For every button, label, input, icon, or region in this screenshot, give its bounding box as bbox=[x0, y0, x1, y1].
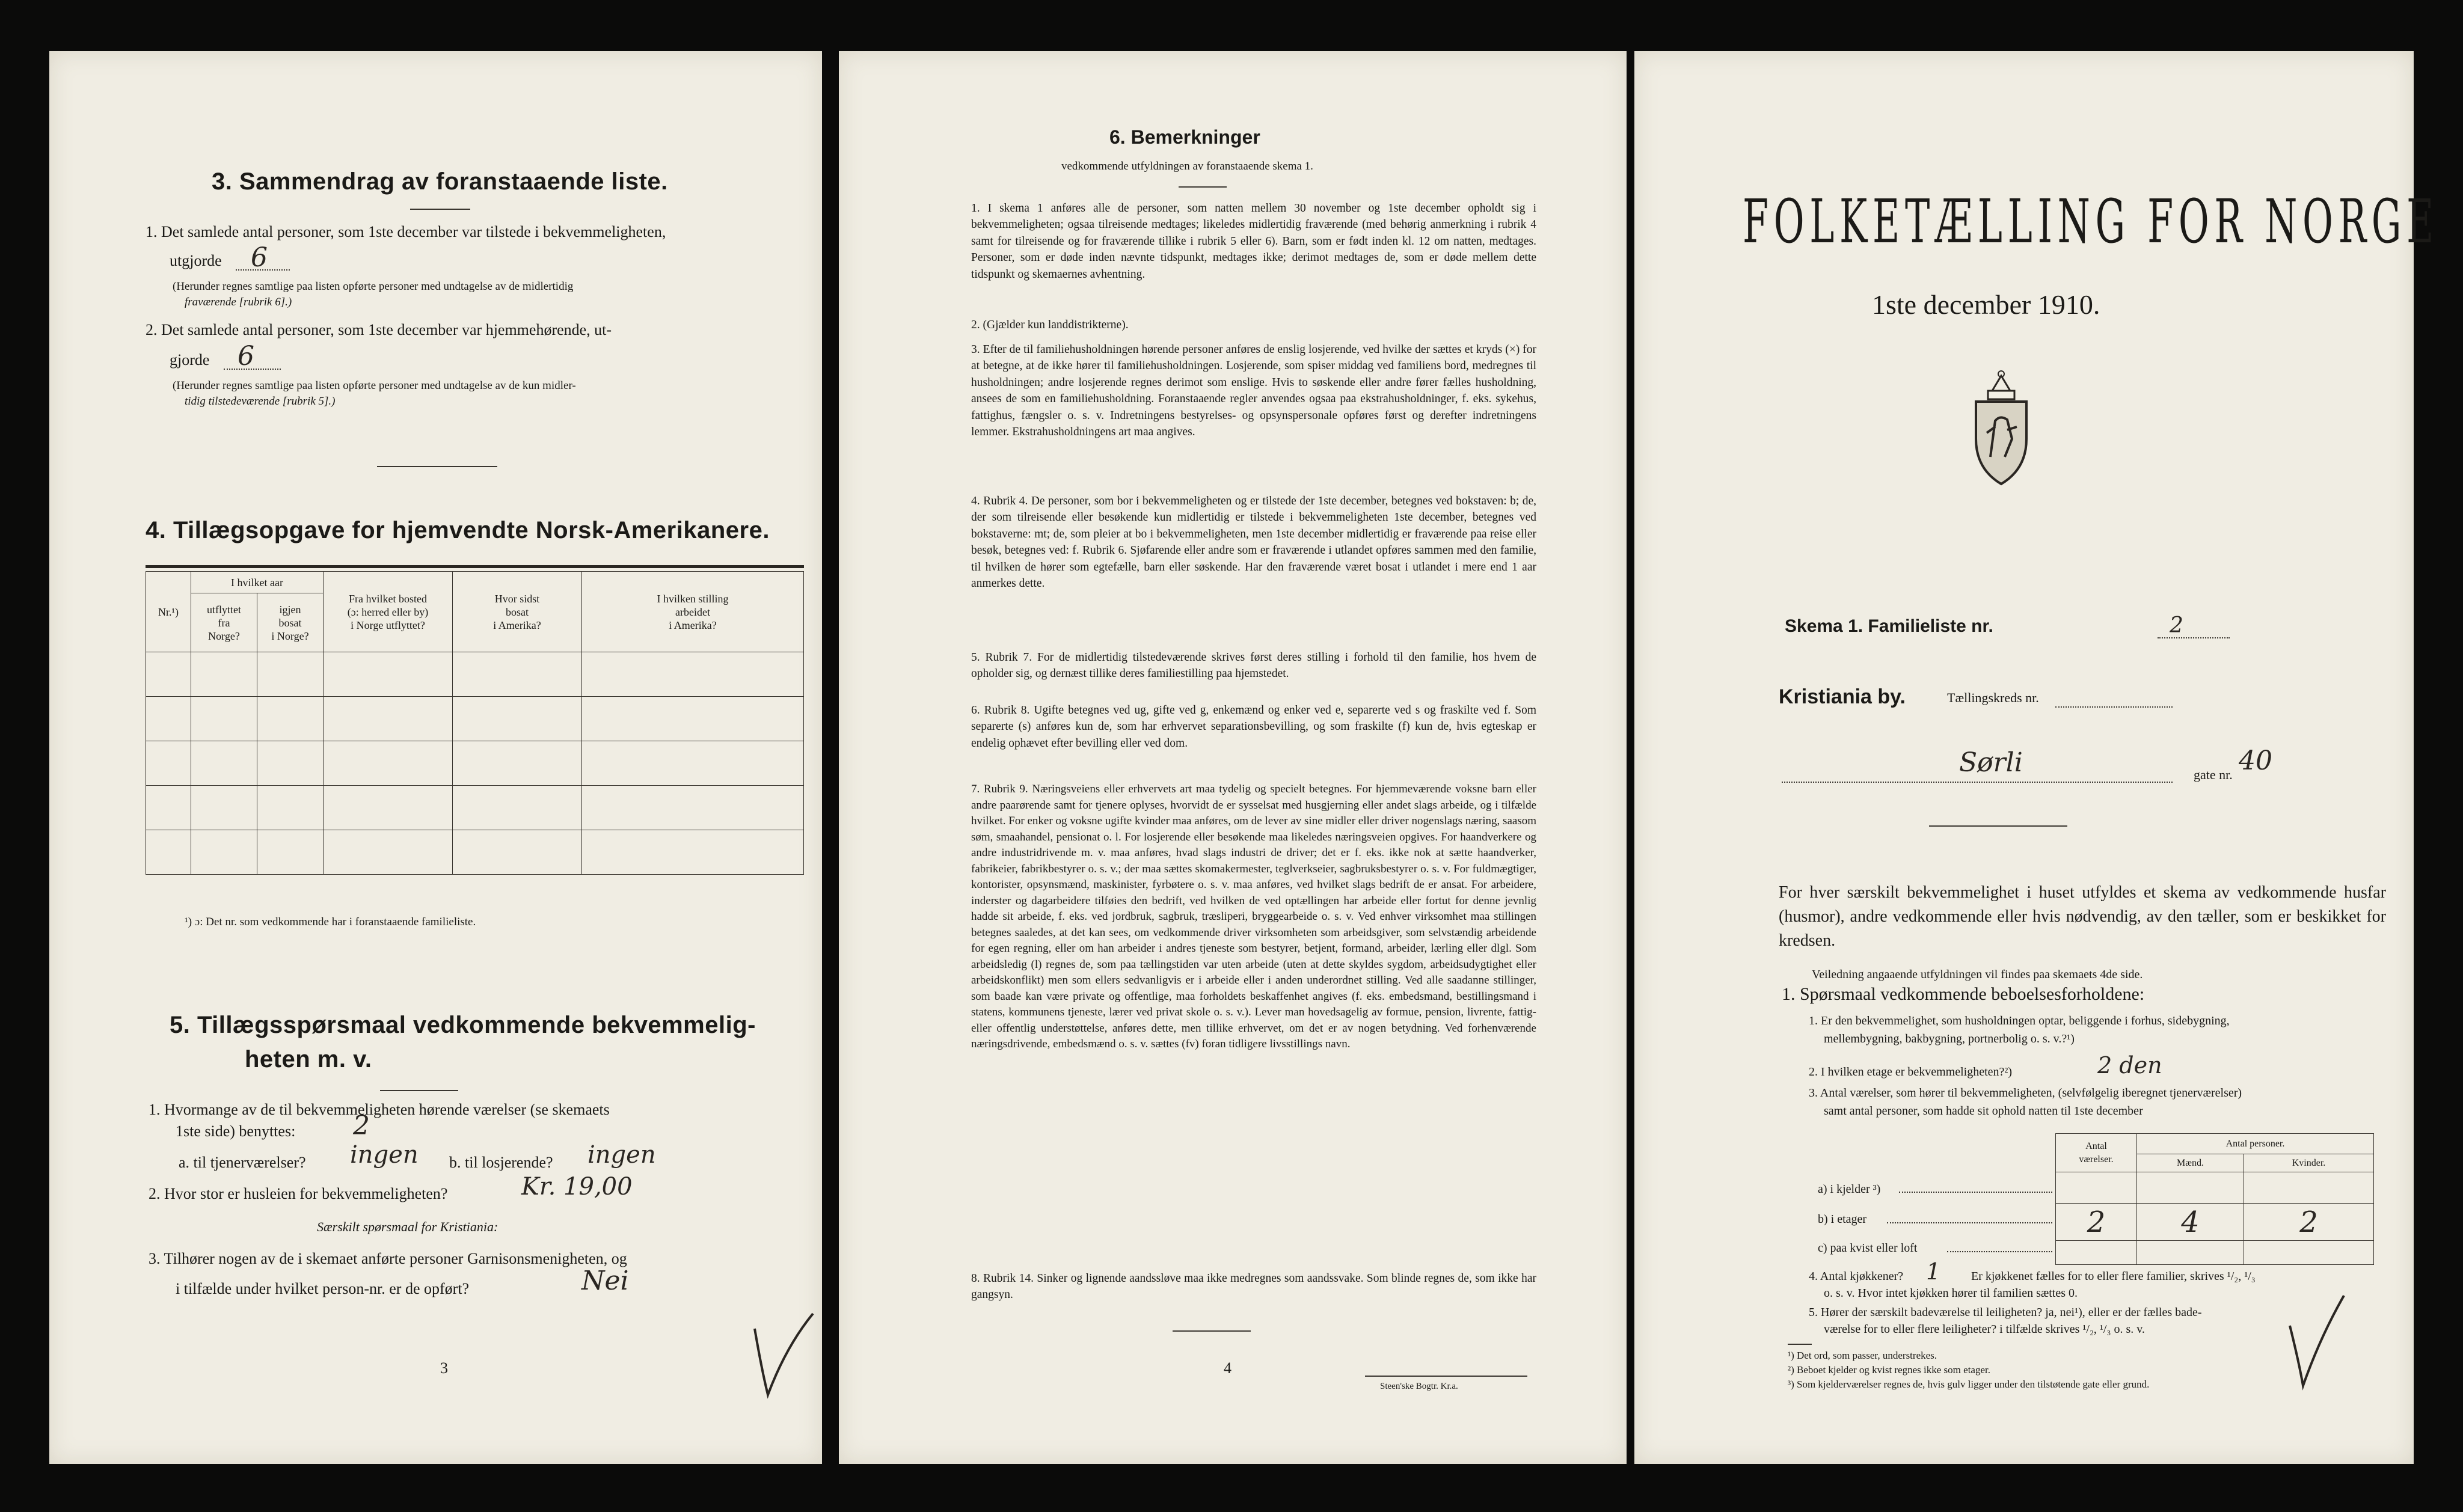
fill-line bbox=[1899, 1192, 2052, 1193]
page-number: 3 bbox=[440, 1359, 448, 1377]
col-rooms: Antal værelser. bbox=[2056, 1134, 2137, 1172]
col-back: igjen bosat i Norge? bbox=[257, 593, 324, 652]
sec5-q1b-label: b. til losjerende? bbox=[449, 1154, 553, 1171]
sec3-item1-text: 1. Det samlede antal personer, som 1ste december var tilstede i bekvemmeligheten, bbox=[146, 223, 666, 240]
divider bbox=[1179, 186, 1227, 188]
printer-credit: Steen'ske Bogtr. Kr.a. bbox=[1380, 1382, 1458, 1391]
section-4-title: 4. Tillægsopgave for hjemvendte Norsk-Amerikanere. bbox=[146, 517, 770, 543]
divider bbox=[1788, 1344, 1812, 1345]
women-count: 2 bbox=[2244, 1204, 2374, 1241]
city-label: Kristiania by. bbox=[1779, 685, 1906, 708]
page-3 bbox=[49, 51, 822, 1464]
census-title: FOLKETÆLLING FOR NORGE bbox=[1743, 186, 2440, 257]
row-kjelder: a) i kjelder ³) bbox=[1818, 1183, 1881, 1196]
col-nr: Nr.¹) bbox=[146, 572, 191, 652]
col-year: I hvilket aar bbox=[191, 572, 324, 593]
check-mark-icon bbox=[2284, 1290, 2350, 1392]
skema-label: Skema 1. Familieliste nr. bbox=[1785, 616, 1993, 636]
fill-line bbox=[1947, 1251, 2052, 1252]
sec3-note4: tidig tilstedeværende [rubrik 5].) bbox=[185, 395, 336, 408]
footnote-1: ¹) Det ord, som passer, understrekes. bbox=[1788, 1350, 1937, 1361]
sec5-q3-text: 3. Tilhører nogen av de i skemaet anførte personer Garnisonsmenigheten, og bbox=[149, 1250, 627, 1267]
remarks-title: 6. Bemerkninger bbox=[1109, 126, 1260, 148]
q5-text: 5. Hører der særskilt badeværelse til leiligheten? ja, nei¹), eller er der fælles bade- bbox=[1809, 1306, 2202, 1319]
remark-6: 6. Rubrik 8. Ugifte betegnes ved ug, gifte ved g, enkemænd og enker ved e, separerte ved s og fraskilte ved f. Som separerte (s) anføres kun de, som har erhvervet separationsbevilling, og som fraskilte (f) kun de, hvis egteskap er endelig ophævet efter bevilling eller ved dom. bbox=[971, 704, 1536, 750]
col-persons: Antal personer. bbox=[2137, 1134, 2374, 1154]
sec3-note1: (Herunder regnes samtlige paa listen opførte personer med undtagelse av de midlertidig bbox=[173, 280, 574, 293]
footnote-3: ³) Som kjelderværelser regnes de, hvis gulv ligger under den tilstøtende gate eller grund. bbox=[1788, 1379, 2150, 1390]
intro-text: For hver særskilt bekvemmelighet i huset utfyldes et skema av vedkommende husfar (husmor), andre vedkommende eller hvis nødvendig, av den tæller, som er beskikket for kredsen. bbox=[1779, 883, 2386, 950]
street-name: Sørli bbox=[1959, 747, 2023, 778]
resident-count: 6 bbox=[238, 341, 254, 372]
q4-text2: Er kjøkkenet fælles for to eller flere familier, skrives ¹/₂, ¹/₃ bbox=[1971, 1270, 2256, 1283]
col-place: Fra hvilket bosted (ɔ: herred eller by) i Norge utflyttet? bbox=[324, 572, 453, 652]
page-number: 4 bbox=[1224, 1359, 1232, 1377]
census-date: 1ste december 1910. bbox=[1872, 289, 2100, 320]
section-3-title: 3. Sammendrag av foranstaaende liste. bbox=[212, 168, 668, 195]
kitchen-count: 1 bbox=[1926, 1258, 1941, 1285]
sec3-note3: (Herunder regnes samtlige paa listen opførte personer med undtagelse av de kun midler- bbox=[173, 379, 576, 392]
remark-2: 2. (Gjælder kun landdistrikterne). bbox=[971, 319, 1129, 331]
q4-text: 4. Antal kjøkkener? bbox=[1809, 1270, 1904, 1283]
lodger-rooms: ingen bbox=[587, 1141, 656, 1169]
sec5-q1-text: 1. Hvormange av de til bekvemmeligheten hørende værelser (se skemaets bbox=[149, 1101, 610, 1118]
remark-5: 5. Rubrik 7. For de midlertidig tilstedeværende skrives først deres stilling i forhold til den familie, hos hvem de opholder sig, og dernæst tillike deres familiestilling paa hjemstedet. bbox=[971, 651, 1536, 681]
divider bbox=[410, 209, 470, 210]
present-count: 6 bbox=[251, 242, 268, 273]
remark-8: 8. Rubrik 14. Sinker og lignende aandssløve maa ikke medregnes som aandssvake. Som blinde regnes de, som ikke har gangsyn. bbox=[971, 1272, 1536, 1302]
floor-value: 2 den bbox=[2097, 1052, 2162, 1079]
q1-text2: mellembygning, bakbygning, portnerbolig o. s. v.?¹) bbox=[1824, 1032, 2075, 1045]
sec3-note2: fraværende [rubrik 6].) bbox=[185, 296, 292, 308]
fill-line bbox=[1782, 782, 2173, 783]
rent-value: Kr. 19,00 bbox=[521, 1173, 633, 1201]
col-last: Hvor sidst bosat i Amerika? bbox=[453, 572, 582, 652]
col-job: I hvilken stilling arbeidet i Amerika? bbox=[582, 572, 804, 652]
divider bbox=[1365, 1376, 1527, 1377]
page-4 bbox=[839, 51, 1627, 1464]
section-5-title-2: heten m. v. bbox=[245, 1046, 372, 1073]
remarks-subtitle: vedkommende utfyldningen av foranstaaende skema 1. bbox=[1061, 160, 1313, 173]
divider bbox=[380, 1090, 458, 1091]
sec3-item1-label: utgjorde bbox=[170, 252, 222, 269]
page-1 bbox=[1634, 51, 2440, 1464]
intro-note: Veiledning angaaende utfyldningen vil findes paa skemaets 4de side. bbox=[1812, 968, 2143, 981]
sec5-q2-label: 2. Hvor stor er husleien for bekvemmeligheten? bbox=[149, 1185, 448, 1202]
sec5-q1-text2: 1ste side) benyttes: bbox=[176, 1122, 296, 1140]
kristiania-heading: Særskilt spørsmaal for Kristiania: bbox=[317, 1219, 498, 1234]
sec5-q1a-label: a. til tjenerværelser? bbox=[179, 1154, 306, 1171]
rooms-used: 2 bbox=[353, 1110, 370, 1141]
col-women: Kvinder. bbox=[2244, 1154, 2374, 1172]
q3-text2: samt antal personer, som hadde sit ophold natten til 1ste december bbox=[1824, 1104, 2143, 1118]
col-men: Mænd. bbox=[2137, 1154, 2244, 1172]
remark-3: 3. Efter de til familiehusholdningen hørende personer anføres de enslig losjerende, ved hvilke der sættes et kryds (×) for at betegne, at de ikke hører til familiehusholdningen. Losjerende, som spiser middag ved familiens bord, medregnes til husholdningen; andre losjerende regnes derimot som enslige. Hvis to søskende eller andre fører fælles husholdning, ansees de som en familiehusholdning. Foranstaaende regler anvendes ogsaa paa ekstrahusholdninger, f. eks. sykehus, fattighus, fængsler o. s. v. Indretningens bestyrelses- og opsynspersonale opføres først og derefter indretningens lemmer. Ekstrahusholdningens art maa angives. bbox=[971, 343, 1536, 439]
divider bbox=[1929, 825, 2067, 827]
gate-number: 40 bbox=[2239, 745, 2272, 776]
divider bbox=[377, 466, 497, 467]
norsk-amerikanere-table bbox=[146, 571, 804, 875]
row-kvist: c) paa kvist eller loft bbox=[1818, 1241, 1918, 1255]
check-mark-icon bbox=[750, 1305, 816, 1401]
garrison-answer: Nei bbox=[581, 1266, 629, 1296]
q5-text2: værelse for to eller flere leiligheter? i tilfælde skrives ¹/₂, ¹/₃ o. s. v. bbox=[1824, 1323, 2145, 1336]
remark-7: 7. Rubrik 9. Næringsveiens eller erhvervets art maa tydelig og specielt betegnes. For hjemmeværende voksne barn eller andre paarørende samt for tjenere oplyses, hvorvidt de er sysselsat med husgjerning eller andet slags arbeide, og i tilfælde hvilket. For enker og voksne ugifte kvinder maa anføres, om de lever av sine midler eller driver nogenslags næring, saasom søm, smaahandel, pensionat o. l. For losjerende eller besøkende maa likeledes næringsveien opgives. For haandverkere og andre industridrivende m. v. maa anføres, hvad slags industri de driver; det er f. eks. ikke nok at sætte haandverker, fabrikeier, fabrikbestyrer o. s. v.; der maa sættes skomakermester, teglverkseier, sagbruksbestyrer o. s. v. For fuldmægtiger, kontorister, opsynsmænd, maskinister, fyrbøtere o. s. v. maa anføres, ved hvilket slags bedrift de er ansat. For arbeidere, inderster og dagarbeidere tilføies den bedrift, ved hvilken de ved optællingen har arbeide eller fortut for denne jevnlig hadde sit arbeide, f. eks. ved jordbruk, sagbruk, træsliperi, bryggearbeide o. s. v. Ved enhver virksomhet maa stillingen betegnes saaledes, at det kan sees, om vedkommende driver virksomheten som arbeidsgiver, som selvstændig arbeidende for egen regning, eller om han arbeider i andres tjeneste som bestyrer, betjent, formand, arbeider, lærling eller dlgl. Som arbeidsledig (l) regnes de, som paa tællingstiden var uten arbeide (uten at dette skyldes sygdom, arbeidsudygtighet eller arbeidskonflikt) men som ellers sedvanligvis er i arbeide eller i anden underordnet stilling. Ved alle saadanne stillinger, som baade kan være private og offentlige, maa forholdets beskaffenhet angives (f. eks. embedsmand, bestillingsmand i statens, kommunens tjeneste, lærer ved privat skole o. s. v.). Lever man hovedsagelig av formue, pension, livrente, fattig- eller offentlig understøttelse, anføres dette, men tillike erhvervet, om det er av nogen betydning. Ved forhenværende næringsdrivende, embedsmænd o. s. v. sættes (fv) foran tidligere livsstillings navn. bbox=[971, 783, 1536, 1050]
familieliste-number: 2 bbox=[2170, 613, 2183, 638]
q4-text3: o. s. v. Hvor intet kjøkken hører til familien sættes 0. bbox=[1824, 1287, 2078, 1300]
fill-line bbox=[2055, 706, 2173, 708]
footnote-2: ²) Beboet kjelder og kvist regnes ikke som etager. bbox=[1788, 1364, 1990, 1376]
section-5-title-1: 5. Tillægsspørsmaal vedkommende bekvemmelig- bbox=[170, 1012, 756, 1038]
coat-of-arms-icon bbox=[1965, 367, 2037, 487]
rooms-persons-table bbox=[2055, 1133, 2374, 1265]
q3-text: 3. Antal værelser, som hører til bekvemmeligheten, (selvfølgelig iberegnet tjenerværelser) bbox=[1809, 1086, 2242, 1100]
col-out: utflyttet fra Norge? bbox=[191, 593, 257, 652]
sec5-q3-text2: i tilfælde under hvilket person-nr. er de opført? bbox=[176, 1280, 470, 1297]
row-etager: b) i etager bbox=[1818, 1213, 1867, 1226]
sec3-item2-text: 2. Det samlede antal personer, som 1ste december var hjemmehørende, ut- bbox=[146, 321, 612, 338]
sec3-item2-label: gjorde bbox=[170, 351, 210, 369]
men-count: 4 bbox=[2137, 1204, 2244, 1241]
sec4-footnote: ¹) ɔ: Det nr. som vedkommende har i foranstaaende familieliste. bbox=[185, 916, 476, 928]
q1-text: 1. Er den bekvemmelighet, som husholdningen optar, beliggende i forhus, sidebygning, bbox=[1809, 1014, 2230, 1027]
servant-rooms: ingen bbox=[350, 1141, 419, 1169]
fill-line bbox=[1887, 1222, 2052, 1223]
table-top-rule bbox=[146, 565, 804, 568]
rooms-count: 2 bbox=[2056, 1204, 2137, 1241]
kreds-label: Tællingskreds nr. bbox=[1947, 690, 2039, 705]
q2-text: 2. I hvilken etage er bekvemmeligheten?²) bbox=[1809, 1065, 2013, 1079]
remark-1: 1. I skema 1 anføres alle de personer, som natten mellem 30 november og 1ste december opholdt sig i bekvemmeligheten; ogsaa tilreisende medtages; likeledes midlertidig fraværende (med behørig anmerkning i rubrik 4 samt for tilreisende og for fraværende tillike i rubrik 5 eller 6). Barn, som er født inden kl. 12 om natten, medtages. Personer, som er døde inden nævnte tidspunkt, medtages ikke; derimot medtages de, som er døde mellem dette tidspunkt og skemaernes avhentning. bbox=[971, 202, 1536, 281]
divider bbox=[1173, 1330, 1251, 1332]
fill-line bbox=[2158, 637, 2230, 638]
gate-label: gate nr. bbox=[2194, 767, 2233, 782]
questions-heading: 1. Spørsmaal vedkommende beboelsesforholdene: bbox=[1782, 984, 2145, 1004]
remark-4: 4. Rubrik 4. De personer, som bor i bekvemmeligheten og er tilstede der 1ste december, betegnes ved bokstaven: b; de, der som tilreisende eller besøkende kun midlertidig er tilstede i bekvemmeligheten 1ste december, betegnes ved bokstaverne: mt; de, som pleier at bo i bekvemmeligheten, men 1ste december midlertidig er fraværende paa reise eller besøk, betegnes ved: f. Rubrik 6. Sjøfarende eller andre som er fraværende i utlandet opføres sammen med den familie, til hvilken de hører som egtefælle, barn eller søskende. Har den fraværende været bosat i utlandet i mere end 1 aar anmerkes dette. bbox=[971, 495, 1536, 590]
